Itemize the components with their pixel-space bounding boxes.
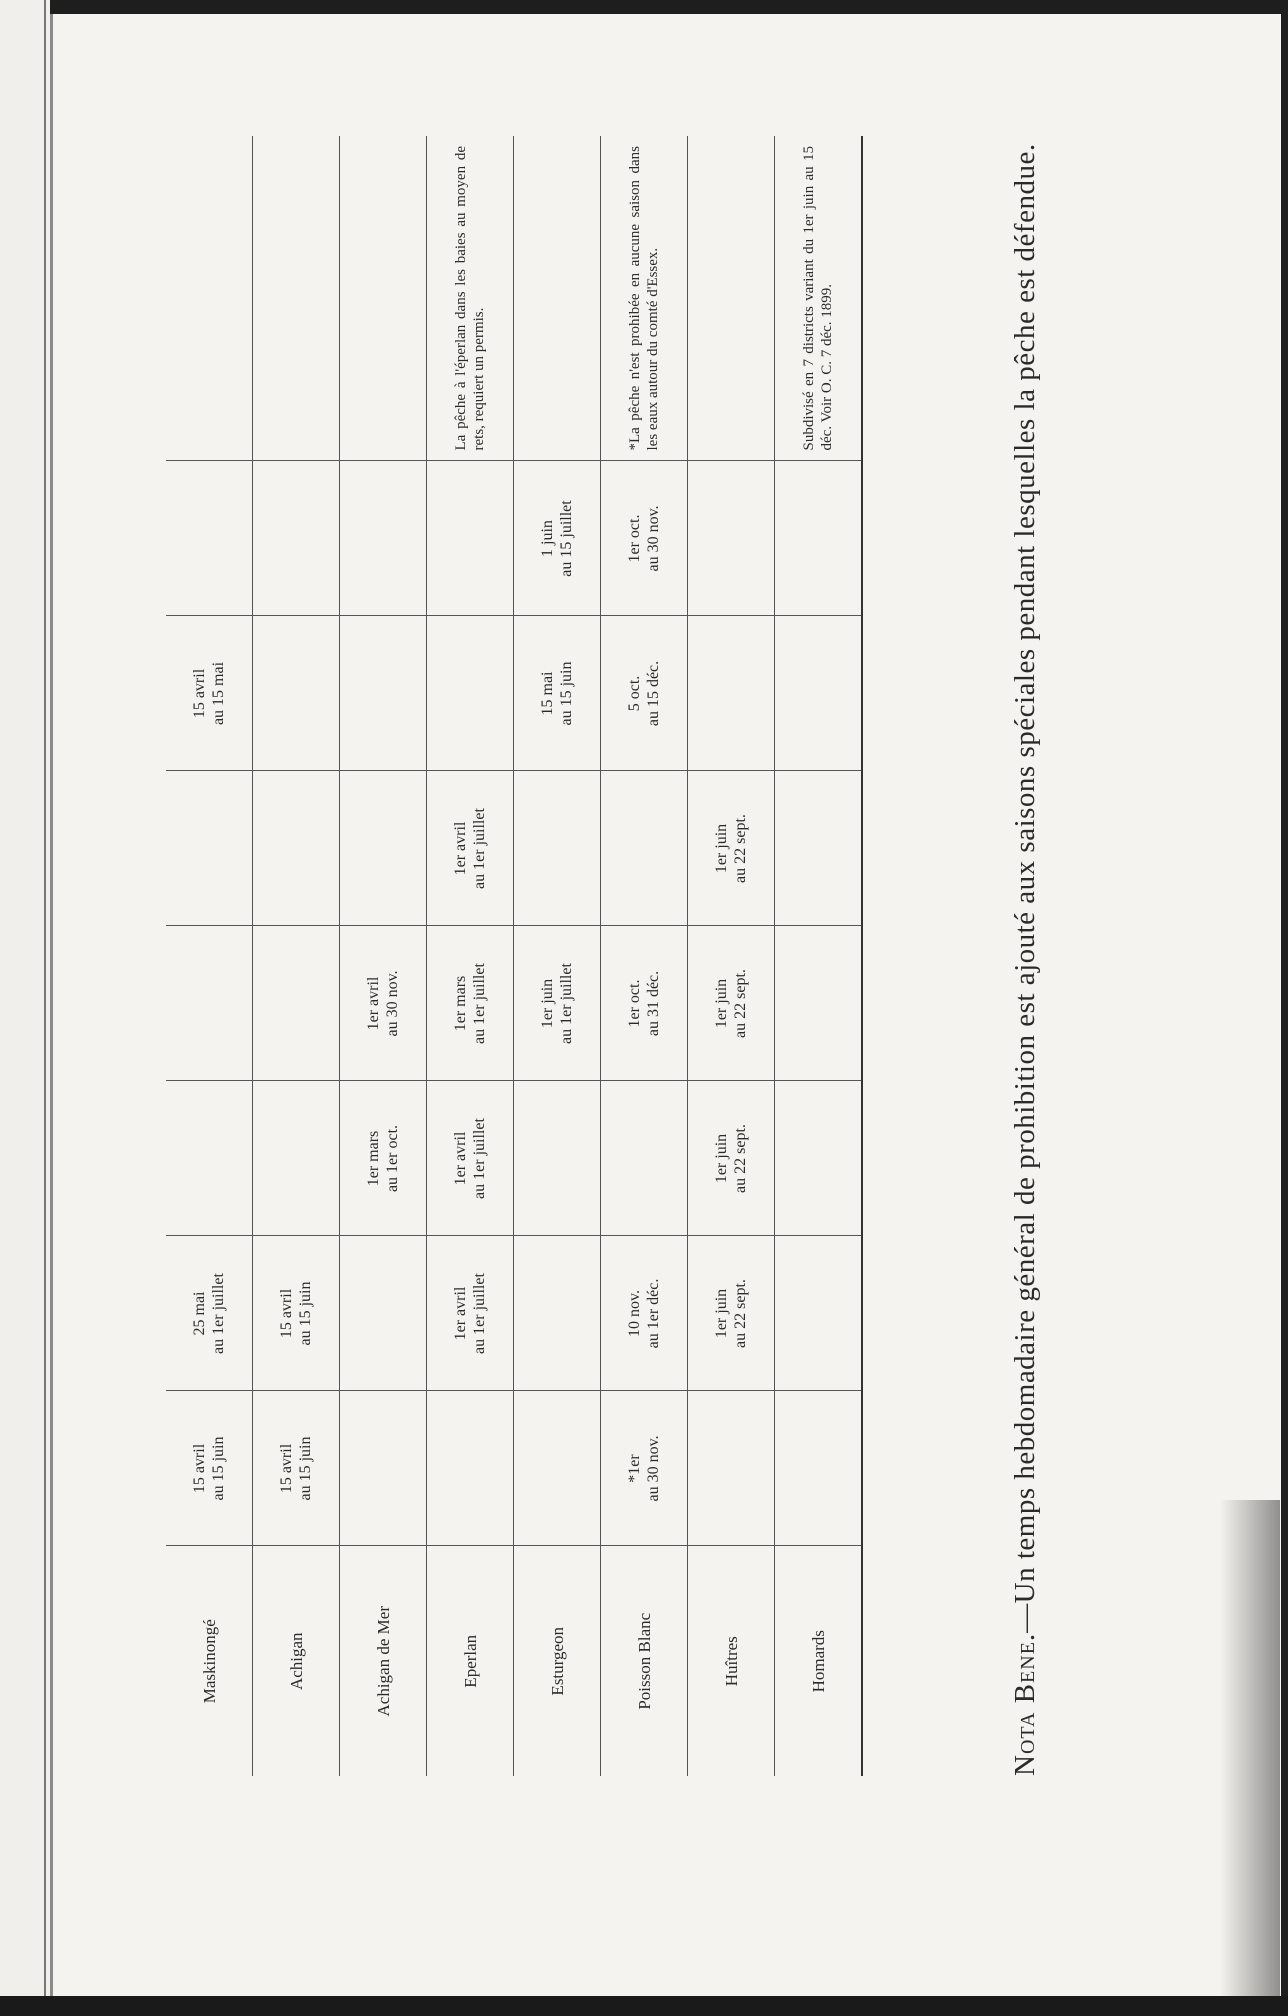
cell-text: 1er oct. [626, 514, 643, 563]
cell-text: 15 avril [278, 1288, 295, 1339]
season-cell [514, 1236, 601, 1391]
remarks-cell [340, 136, 427, 461]
season-cell [340, 771, 427, 926]
species-name: Maskinongé [166, 1546, 253, 1776]
season-cell [514, 461, 601, 616]
nota-bene-paragraph [1006, 136, 1044, 1776]
table-row [253, 136, 340, 1776]
season-cell [253, 1391, 340, 1546]
cell-text: 1er avril [452, 1286, 469, 1341]
table-row [427, 136, 514, 1776]
season-cell [775, 1081, 863, 1236]
cell-text: au 1er juillet [471, 963, 488, 1044]
season-cell [775, 461, 863, 616]
table-row [601, 136, 688, 1776]
season-cell [253, 771, 340, 926]
cell-text: au 15 juin [297, 1436, 314, 1501]
season-cell [253, 926, 340, 1081]
cell-text: 1er juin [713, 1288, 730, 1339]
table-row [514, 136, 601, 1776]
cell-text: au 30 nov. [645, 1435, 662, 1502]
cell-text: au 1er juillet [558, 963, 575, 1044]
species-name: Poisson Blanc [601, 1546, 688, 1776]
remarks-cell [427, 136, 514, 461]
season-cell [601, 771, 688, 926]
table-row [166, 136, 253, 1776]
season-cell [340, 616, 427, 771]
cell-text: 1er juin [713, 823, 730, 874]
season-cell [427, 1236, 514, 1391]
species-name: Achigan [253, 1546, 340, 1776]
season-cell [253, 1236, 340, 1391]
season-cell [340, 1236, 427, 1391]
season-cell [166, 461, 253, 616]
cell-text: 1er avril [452, 1131, 469, 1186]
season-cell [340, 461, 427, 616]
season-cell [427, 616, 514, 771]
season-cell [166, 1391, 253, 1546]
cell-text: au 22 sept. [732, 814, 749, 883]
cell-text: 1er juin [713, 1133, 730, 1184]
cell-text: au 22 sept. [732, 1124, 749, 1193]
season-cell [601, 926, 688, 1081]
season-cell [427, 926, 514, 1081]
closed-seasons-table [166, 136, 863, 1776]
season-cell [601, 461, 688, 616]
page-shadow [1220, 1500, 1280, 2000]
season-cell [688, 1236, 775, 1391]
cell-text: 1 juin [539, 520, 556, 557]
cell-text: au 1er oct. [384, 1124, 401, 1193]
cell-text: La pêche à l'éperlan dans les baies au moyen de rets, requiert un permis. [453, 146, 487, 451]
season-cell [166, 926, 253, 1081]
season-cell [601, 1236, 688, 1391]
cell-text: au 1er juillet [210, 1273, 227, 1354]
cell-text: *La pêche n'est prohibée en aucune saison dans les eaux autour du comté d'Essex. [627, 146, 661, 451]
season-cell [514, 616, 601, 771]
remarks-cell [601, 136, 688, 461]
cell-text: 10 nov. [626, 1290, 643, 1337]
cell-text: au 30 nov. [645, 505, 662, 572]
page-binding-line [44, 0, 46, 2016]
species-name: Homards [775, 1546, 863, 1776]
nota-bene-lead: Nota Bene. [1009, 1632, 1041, 1776]
remarks-cell [253, 136, 340, 461]
season-cell [514, 1081, 601, 1236]
cell-text: 5 oct. [626, 675, 643, 712]
season-cell [775, 1391, 863, 1546]
season-cell [253, 616, 340, 771]
species-name: Achigan de Mer [340, 1546, 427, 1776]
season-cell [775, 926, 863, 1081]
species-name: Esturgeon [514, 1546, 601, 1776]
season-cell [514, 771, 601, 926]
nota-bene-text: —Un temps hebdomadaire général de prohibition est ajouté aux saisons spéciales pendant lesquelles la pêche est défendue. [1009, 143, 1041, 1633]
season-cell [253, 1081, 340, 1236]
season-cell [688, 926, 775, 1081]
season-cell [775, 1236, 863, 1391]
cell-text: *1er [626, 1454, 643, 1483]
cell-text: 15 avril [191, 1443, 208, 1494]
scan-border [0, 1996, 1288, 2016]
season-cell [166, 771, 253, 926]
season-cell [775, 771, 863, 926]
season-cell [427, 1081, 514, 1236]
season-cell [688, 461, 775, 616]
cell-text: au 15 déc. [645, 660, 662, 727]
table-row [340, 136, 427, 1776]
season-cell [514, 926, 601, 1081]
cell-text: au 15 juin [558, 661, 575, 726]
cell-text: 1er avril [365, 976, 382, 1031]
cell-text: Subdivisé en 7 districts variant du 1er juin au 15 déc. Voir O. C. 7 déc. 1899. [801, 146, 835, 451]
cell-text: au 1er juillet [471, 1273, 488, 1354]
species-name: Eperlan [427, 1546, 514, 1776]
season-cell [688, 1081, 775, 1236]
previous-page-edge [0, 0, 50, 2016]
cell-text: au 15 mai [210, 661, 227, 726]
cell-text: 1er avril [452, 821, 469, 876]
table-row [688, 136, 775, 1776]
season-cell [253, 461, 340, 616]
remarks-cell [775, 136, 863, 461]
remarks-cell [166, 136, 253, 461]
cell-text: 15 avril [278, 1443, 295, 1494]
cell-text: 1er juin [539, 978, 556, 1029]
season-cell [775, 616, 863, 771]
cell-text: 1er juin [713, 978, 730, 1029]
season-cell [601, 616, 688, 771]
cell-text: au 15 juin [210, 1436, 227, 1501]
cell-text: 1er oct. [626, 979, 643, 1028]
cell-text: au 1er déc. [645, 1278, 662, 1349]
cell-text: 1er mars [365, 1130, 382, 1187]
rotated-content [166, 136, 1066, 1776]
cell-text: au 22 sept. [732, 969, 749, 1038]
season-cell [427, 461, 514, 616]
cell-text: au 1er juillet [471, 808, 488, 889]
season-cell [688, 616, 775, 771]
season-cell [166, 616, 253, 771]
cell-text: au 15 juin [297, 1281, 314, 1346]
cell-text: 15 mai [539, 671, 556, 716]
cell-text: au 30 nov. [384, 970, 401, 1037]
remarks-cell [514, 136, 601, 461]
season-cell [514, 1391, 601, 1546]
season-cell [166, 1236, 253, 1391]
cell-text: 15 avril [191, 668, 208, 719]
season-cell [688, 771, 775, 926]
species-name: Huîtres [688, 1546, 775, 1776]
cell-text: au 15 juillet [558, 500, 575, 577]
table-row [775, 136, 863, 1776]
season-cell [340, 1391, 427, 1546]
season-cell [340, 1081, 427, 1236]
season-cell [427, 1391, 514, 1546]
season-cell [427, 771, 514, 926]
cell-text: 25 mai [191, 1291, 208, 1336]
cell-text: au 31 déc. [645, 970, 662, 1037]
remarks-cell [688, 136, 775, 461]
cell-text: au 1er juillet [471, 1118, 488, 1199]
season-cell [688, 1391, 775, 1546]
cell-text: au 22 sept. [732, 1279, 749, 1348]
season-cell [601, 1391, 688, 1546]
season-cell [340, 926, 427, 1081]
season-cell [601, 1081, 688, 1236]
season-cell [166, 1081, 253, 1236]
cell-text: 1er mars [452, 975, 469, 1032]
